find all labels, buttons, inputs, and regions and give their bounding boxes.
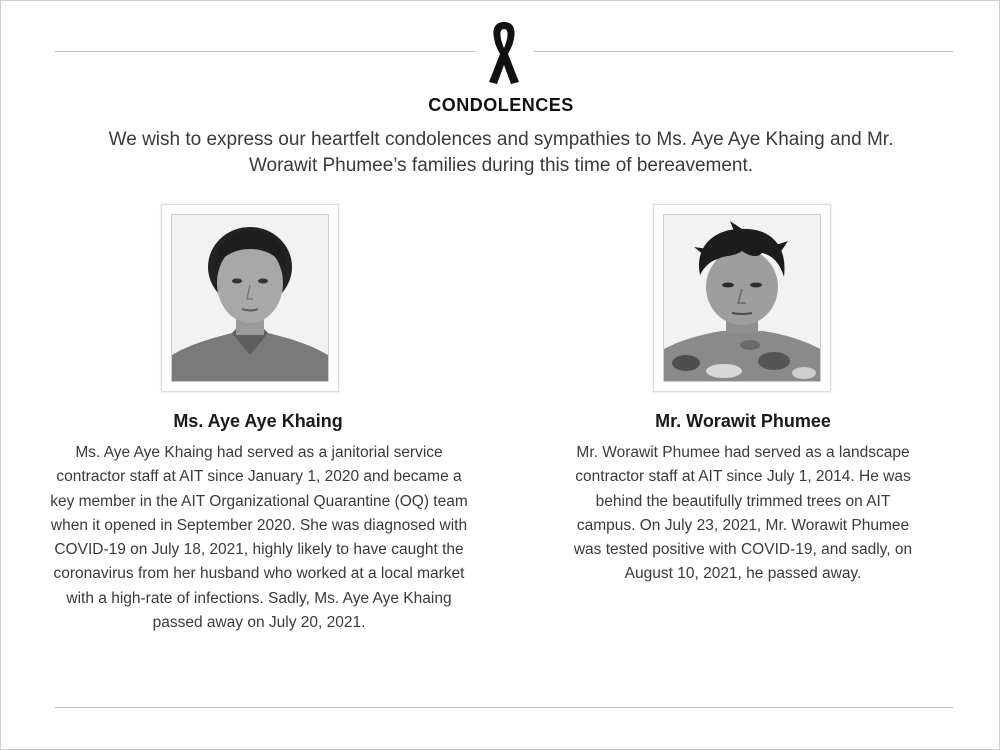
intro-text: We wish to express our heartfelt condolences and sympathies to Ms. Aye Aye Khaing and Mr. Worawit Phumee’s families during this time of bereavement.: [108, 129, 894, 176]
portrait-man-illustration: [664, 215, 820, 381]
person-name-aye-aye-khaing: Ms. Aye Aye Khaing: [173, 411, 343, 431]
portrait-frame-aye-aye-khaing: [161, 204, 339, 392]
top-rule-right: [534, 51, 953, 52]
top-rule-left: [55, 51, 475, 52]
person-name-worawit-phumee: Mr. Worawit Phumee: [655, 411, 831, 431]
portrait-photo: [171, 214, 329, 382]
portrait-frame-worawit-phumee: [653, 204, 831, 392]
portrait-photo: [663, 214, 821, 382]
mourning-ribbon-icon: [485, 19, 523, 87]
page-title: CONDOLENCES: [428, 95, 574, 115]
portrait-woman-illustration: [172, 215, 328, 381]
person-bio-worawit-phumee: Mr. Worawit Phumee had served as a landscape contractor staff at AIT since July 1, 2014. He was behind the beautifully trimmed trees on AIT campus. On July 23, 2021, Mr. Worawit Phumee was tested positive with COVID-19, and sadly, on August 10, 2021, he passed away.: [573, 444, 913, 583]
person-bio-aye-aye-khaing: Ms. Aye Aye Khaing had served as a janitorial service contractor staff at AIT since January 1, 2020 and became a key member in the AIT Organizational Quarantine (OQ) team when it opened in September 2020. She was diagnosed with COVID-19 on July 18, 2021, highly likely to have caught the coronavirus from her husband who worked at a local market with a high-rate of infections. Sadly, Ms. Aye Aye Khaing passed away on July 20, 2021.: [50, 444, 468, 632]
bottom-rule: [55, 707, 953, 708]
